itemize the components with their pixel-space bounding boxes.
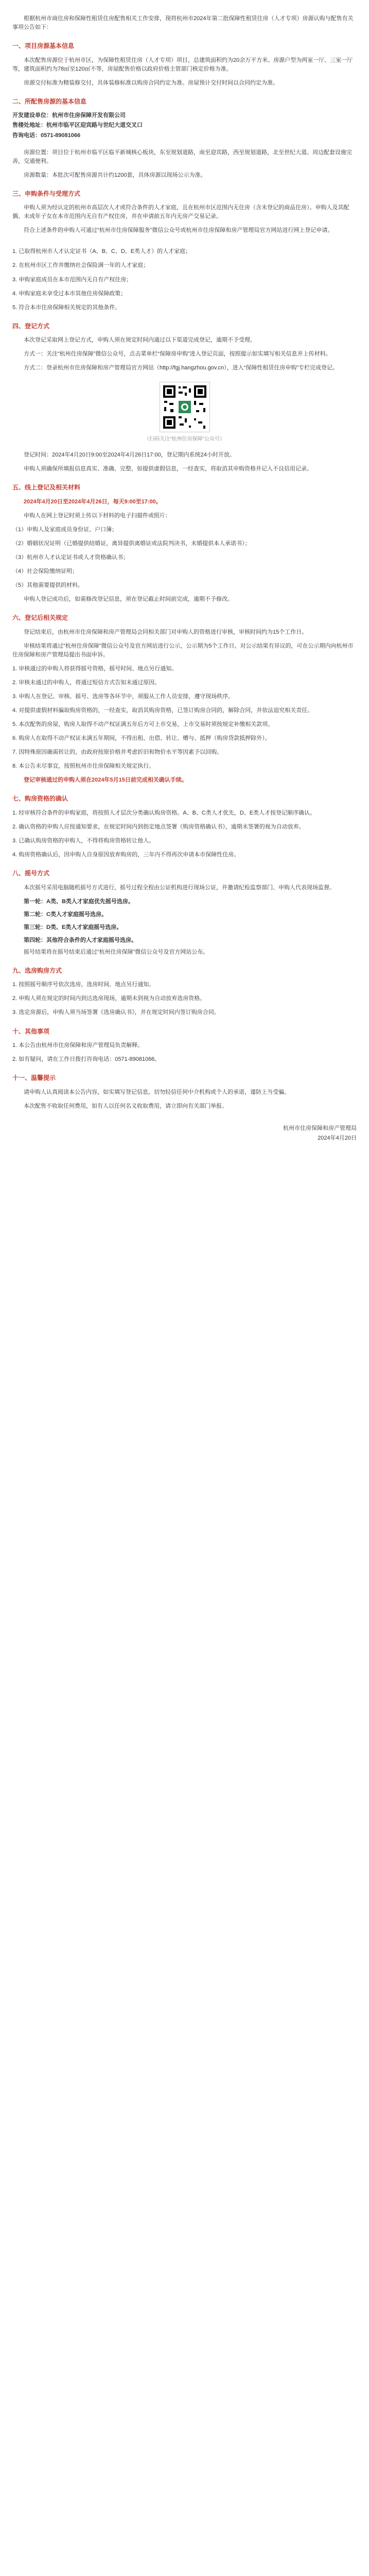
s6-list-item: 1. 审核通过的申购人将获得摇号资格，摇号时间、地点另行通知。 — [12, 665, 178, 672]
s1-paragraph: 本次配售房源位于杭州市区，为保障性租赁住房（人才专项）项目，总建筑面积约为20余万平方米。房源户型为两室一厅、三室一厅等，建筑面积约为78㎡至120㎡不等，房屋配售价格以政府价格主管部门核定价格为准。 — [12, 57, 353, 72]
s6-paragraph: 审核结果将通过“杭州住房保障”微信公众号及官方网站进行公示，公示期为5个工作日。对公示结果有异议的，可在公示期内向杭州市住房保障和房产管理局提出书面申诉。 — [12, 642, 354, 658]
s1-paragraph: 房源交付标准为精装修交付，具体装修标准以购房合同约定为准。房屋预计交付时间以合同约定为准。 — [24, 79, 278, 86]
section-heading-1: 一、项目房源基本信息 — [12, 42, 75, 50]
section-heading-2: 二、所配售房源的基本信息 — [12, 97, 87, 105]
s5-paragraph: 申购人登记成功后，如需修改登记信息，须在登记截止时间前完成，逾期不予修改。 — [24, 596, 233, 602]
s6-list-item: 2. 审核未通过的申购人，将通过短信方式告知未通过原因。 — [12, 679, 161, 686]
s10-list-item: 2. 如有疑问，请在工作日拨打咨询电话：0571-89081066。 — [12, 1056, 161, 1063]
s6-list-item: 5. 本次配售的房屋，购房人取得不动产权证满五年后方可上市交易，上市交易时须按规定补缴相关款项。 — [12, 721, 274, 727]
s4-paragraph: 方式一：关注“杭州住房保障”微信公众号，点击菜单栏“保障房申购”进入登记页面，按照提示如实填写相关信息并上传材料。 — [24, 351, 331, 358]
s3-paragraph: 符合上述条件的申购人可通过“杭州市住房保障服务”微信公众号或杭州市住房保障和房产管理局官方网站进行网上登记申请。 — [24, 227, 333, 234]
footer-signature — [12, 1124, 357, 1143]
s4-paragraph: 本次登记采取网上登记方式，申购人须在规定时间内通过以下渠道完成登记，逾期不予受理。 — [24, 337, 256, 344]
s3-list-item: 5. 符合本市住房保障相关规定的其他条件。 — [12, 304, 121, 311]
s7-list-item: 1. 经审核符合条件的申购家庭，将按照人才层次分类确认购房资格。A、B、C类人才优先，D、E类人才按登记顺序确认。 — [12, 809, 316, 816]
s3-list-item: 3. 申购家庭成员在本市范围内无自有产权住房； — [12, 276, 132, 283]
s6-highlight: 登记审核通过的申购人须在2024年5月15日前完成相关确认手续。 — [24, 777, 187, 784]
s10-list-item: 1. 本公告由杭州市住房保障和房产管理局负责解释。 — [12, 1042, 144, 1049]
s5-list-item: （4）社会保险缴纳证明； — [12, 568, 78, 574]
s7-list-item: 2. 确认资格的申购人应按通知要求，在规定时间内到指定地点签署《购房资格确认书》，逾期未签署的视为自动放弃。 — [12, 823, 305, 830]
qr-code-icon — [160, 382, 209, 432]
s3-list-item: 4. 申购家庭未享受过本市其他住房保障政策； — [12, 290, 127, 297]
s3-list-item: 1. 已取得杭州市人才认定证书（A、B、C、D、E类人才）的人才家庭； — [12, 248, 191, 255]
s7-list-item: 4. 购房资格确认后，因申购人自身原因放弃购房的，三年内不得再次申请本市保障性住房。 — [12, 851, 240, 858]
section-heading-11: 十一、温馨提示 — [12, 1074, 56, 1082]
s6-list-item: 7. 因特殊原因确需转让的，由政府按原价格并考虑折旧和物价水平等因素予以回购。 — [12, 749, 223, 755]
s8-round: 第三轮：D类、E类人才家庭摇号选房。 — [24, 924, 122, 930]
s9-list-item: 1. 按照摇号顺序号依次选房，选房时间、地点另行通知。 — [12, 981, 155, 988]
s5-list-item: （2）婚姻状况证明（已婚提供结婚证，离异提供离婚证或法院判决书，未婚提供本人承诺书）； — [12, 540, 251, 547]
s3-list-item: 2. 在杭州市区工作并缴纳社会保险满一年的人才家庭； — [12, 262, 149, 269]
s11-paragraph: 请申购人认真阅读本公告内容，如实填写登记信息，切勿轻信任何中介机构或个人的承诺，谨防上当受骗。 — [24, 1089, 290, 1095]
s8-paragraph: 摇号结果将在摇号结束后通过“杭州住房保障”微信公众号及官方网站公布。 — [24, 948, 209, 955]
sales-office-line: 售楼处地址：杭州市临平区迎宾路与世纪大道交叉口 — [12, 122, 143, 129]
section-heading-6: 六、登记后相关规定 — [12, 614, 68, 621]
section-heading-5: 五、线上登记及相关材料 — [12, 484, 81, 491]
s4-paragraph: 方式二：登录杭州市住房保障和房产管理局官方网站（http://fgj.hangzhou.gov.cn），进入“保障性租赁住房申购”专栏完成登记。 — [24, 365, 338, 371]
s4-paragraph: 登记时间：2024年4月20日9:00至2024年4月26日17:00，登记期内系统24小时开放。 — [24, 451, 235, 458]
s5-paragraph: 申购人在网上登记时须上传以下材料的电子扫描件或照片： — [24, 512, 171, 519]
developer-line: 开发建设单位：杭州市住房保障开发有限公司 — [12, 112, 126, 119]
s4-paragraph: 申购人须确保所填报信息真实、准确、完整，如提供虚假信息，一经查实，将取消其申购资格并记入不良信用记录。 — [24, 465, 312, 472]
section-heading-9: 九、选房购房方式 — [12, 967, 62, 974]
section-heading-4: 四、登记方式 — [12, 322, 50, 330]
footer-date: 2024年4月20日 — [318, 1134, 357, 1141]
s5-list-item: （5）其他需要提供的材料。 — [12, 582, 84, 588]
s2-paragraph: 房源数量：本批次可配售房源共计约1200套，具体房源以现场公示为准。 — [24, 172, 206, 178]
s6-list-item: 4. 对提供虚假材料骗取购房资格的，一经查实，取消其购房资格，已签订购房合同的，解除合同，并依法追究相关责任。 — [12, 707, 313, 714]
s8-round: 第四轮：其他符合条件的人才家庭摇号选房。 — [24, 937, 137, 943]
s2-paragraph: 房源位置：项目位于杭州市临平区临平新城核心板块，东至规划道路，南至迎宾路，西至规划道路，北至世纪大道。周边配套设施完善，交通便利。 — [12, 149, 352, 164]
s8-paragraph: 本次摇号采用电脑随机摇号方式进行，摇号过程全程由公证机构进行现场公证，并邀请纪检监察部门、申购人代表现场监督。 — [24, 884, 335, 891]
s5-highlight: 2024年4月20日至2024年4月26日，每天9:00至17:00。 — [24, 498, 162, 505]
intro-paragraph: 根据杭州市商住房和保障性租赁住房配售相关工作安排，现将杭州市2024年第二批保障性租赁住房（人才专项）房源认购与配售有关事项公告如下： — [12, 15, 354, 31]
s8-round: 第二轮：C类人才家庭摇号选房。 — [24, 911, 107, 918]
section-heading-10: 十、其他事项 — [12, 1027, 50, 1035]
s6-paragraph: 登记结束后，由杭州市住房保障和房产管理局会同相关部门对申购人的资格进行审核，审核时间约为15个工作日。 — [24, 629, 308, 635]
qr-code-block — [12, 382, 357, 444]
s9-list-item: 3. 选定房源后，申购人须当场签署《选房确认书》，并在规定时间内签订购房合同。 — [12, 1009, 220, 1016]
footer-org: 杭州市住房保障和房产管理局 — [283, 1125, 357, 1131]
qr-code-image[interactable] — [160, 382, 210, 432]
section-heading-3: 三、申购条件与受理方式 — [12, 190, 81, 197]
section-heading-8: 八、摇号方式 — [12, 869, 50, 877]
s6-list-item: 8. 本公告未尽事宜，按照杭州市住房保障相关规定执行。 — [12, 763, 155, 770]
s6-list-item: 6. 购房人在取得不动产权证未满五年期间，不得出租、出借、转让、赠与、抵押（购房贷款抵押除外）。 — [12, 735, 271, 741]
section-heading-7: 七、购房资格的确认 — [12, 795, 68, 803]
s9-list-item: 2. 申购人须在规定的时间内到达选房现场，逾期未到视为自动放弃选房资格。 — [12, 995, 206, 1002]
s6-list-item: 3. 申购人在登记、审核、摇号、选房等各环节中，须服从工作人员安排，遵守现场秩序。 — [12, 693, 234, 700]
s5-list-item: （1）申购人及家庭成员身份证、户口簿； — [12, 526, 118, 533]
phone-line: 咨询电话：0571-89081066 — [12, 132, 81, 139]
qr-caption: （扫码关注“杭州住房保障”公众号） — [144, 436, 225, 443]
s11-paragraph: 本次配售不收取任何费用，如有人以任何名义收取费用，请立即向有关部门举报。 — [24, 1103, 227, 1109]
s7-list-item: 3. 已确认购房资格的申购人，不得将购房资格转让他人。 — [12, 837, 155, 844]
s3-paragraph: 申购人须为经认定的杭州市高层次人才或符合条件的人才家庭，且在杭州市区范围内无住房（含未登记的商品住房）。申购人及其配偶、未成年子女在本市范围内无自有产权住房，并在申请前五年内无房产交易记录。 — [12, 205, 349, 220]
s5-list-item: （3）杭州市人才认定证书或人才资格确认书； — [12, 554, 129, 561]
s8-round: 第一轮：A类、B类人才家庭优先摇号选房。 — [24, 898, 134, 905]
